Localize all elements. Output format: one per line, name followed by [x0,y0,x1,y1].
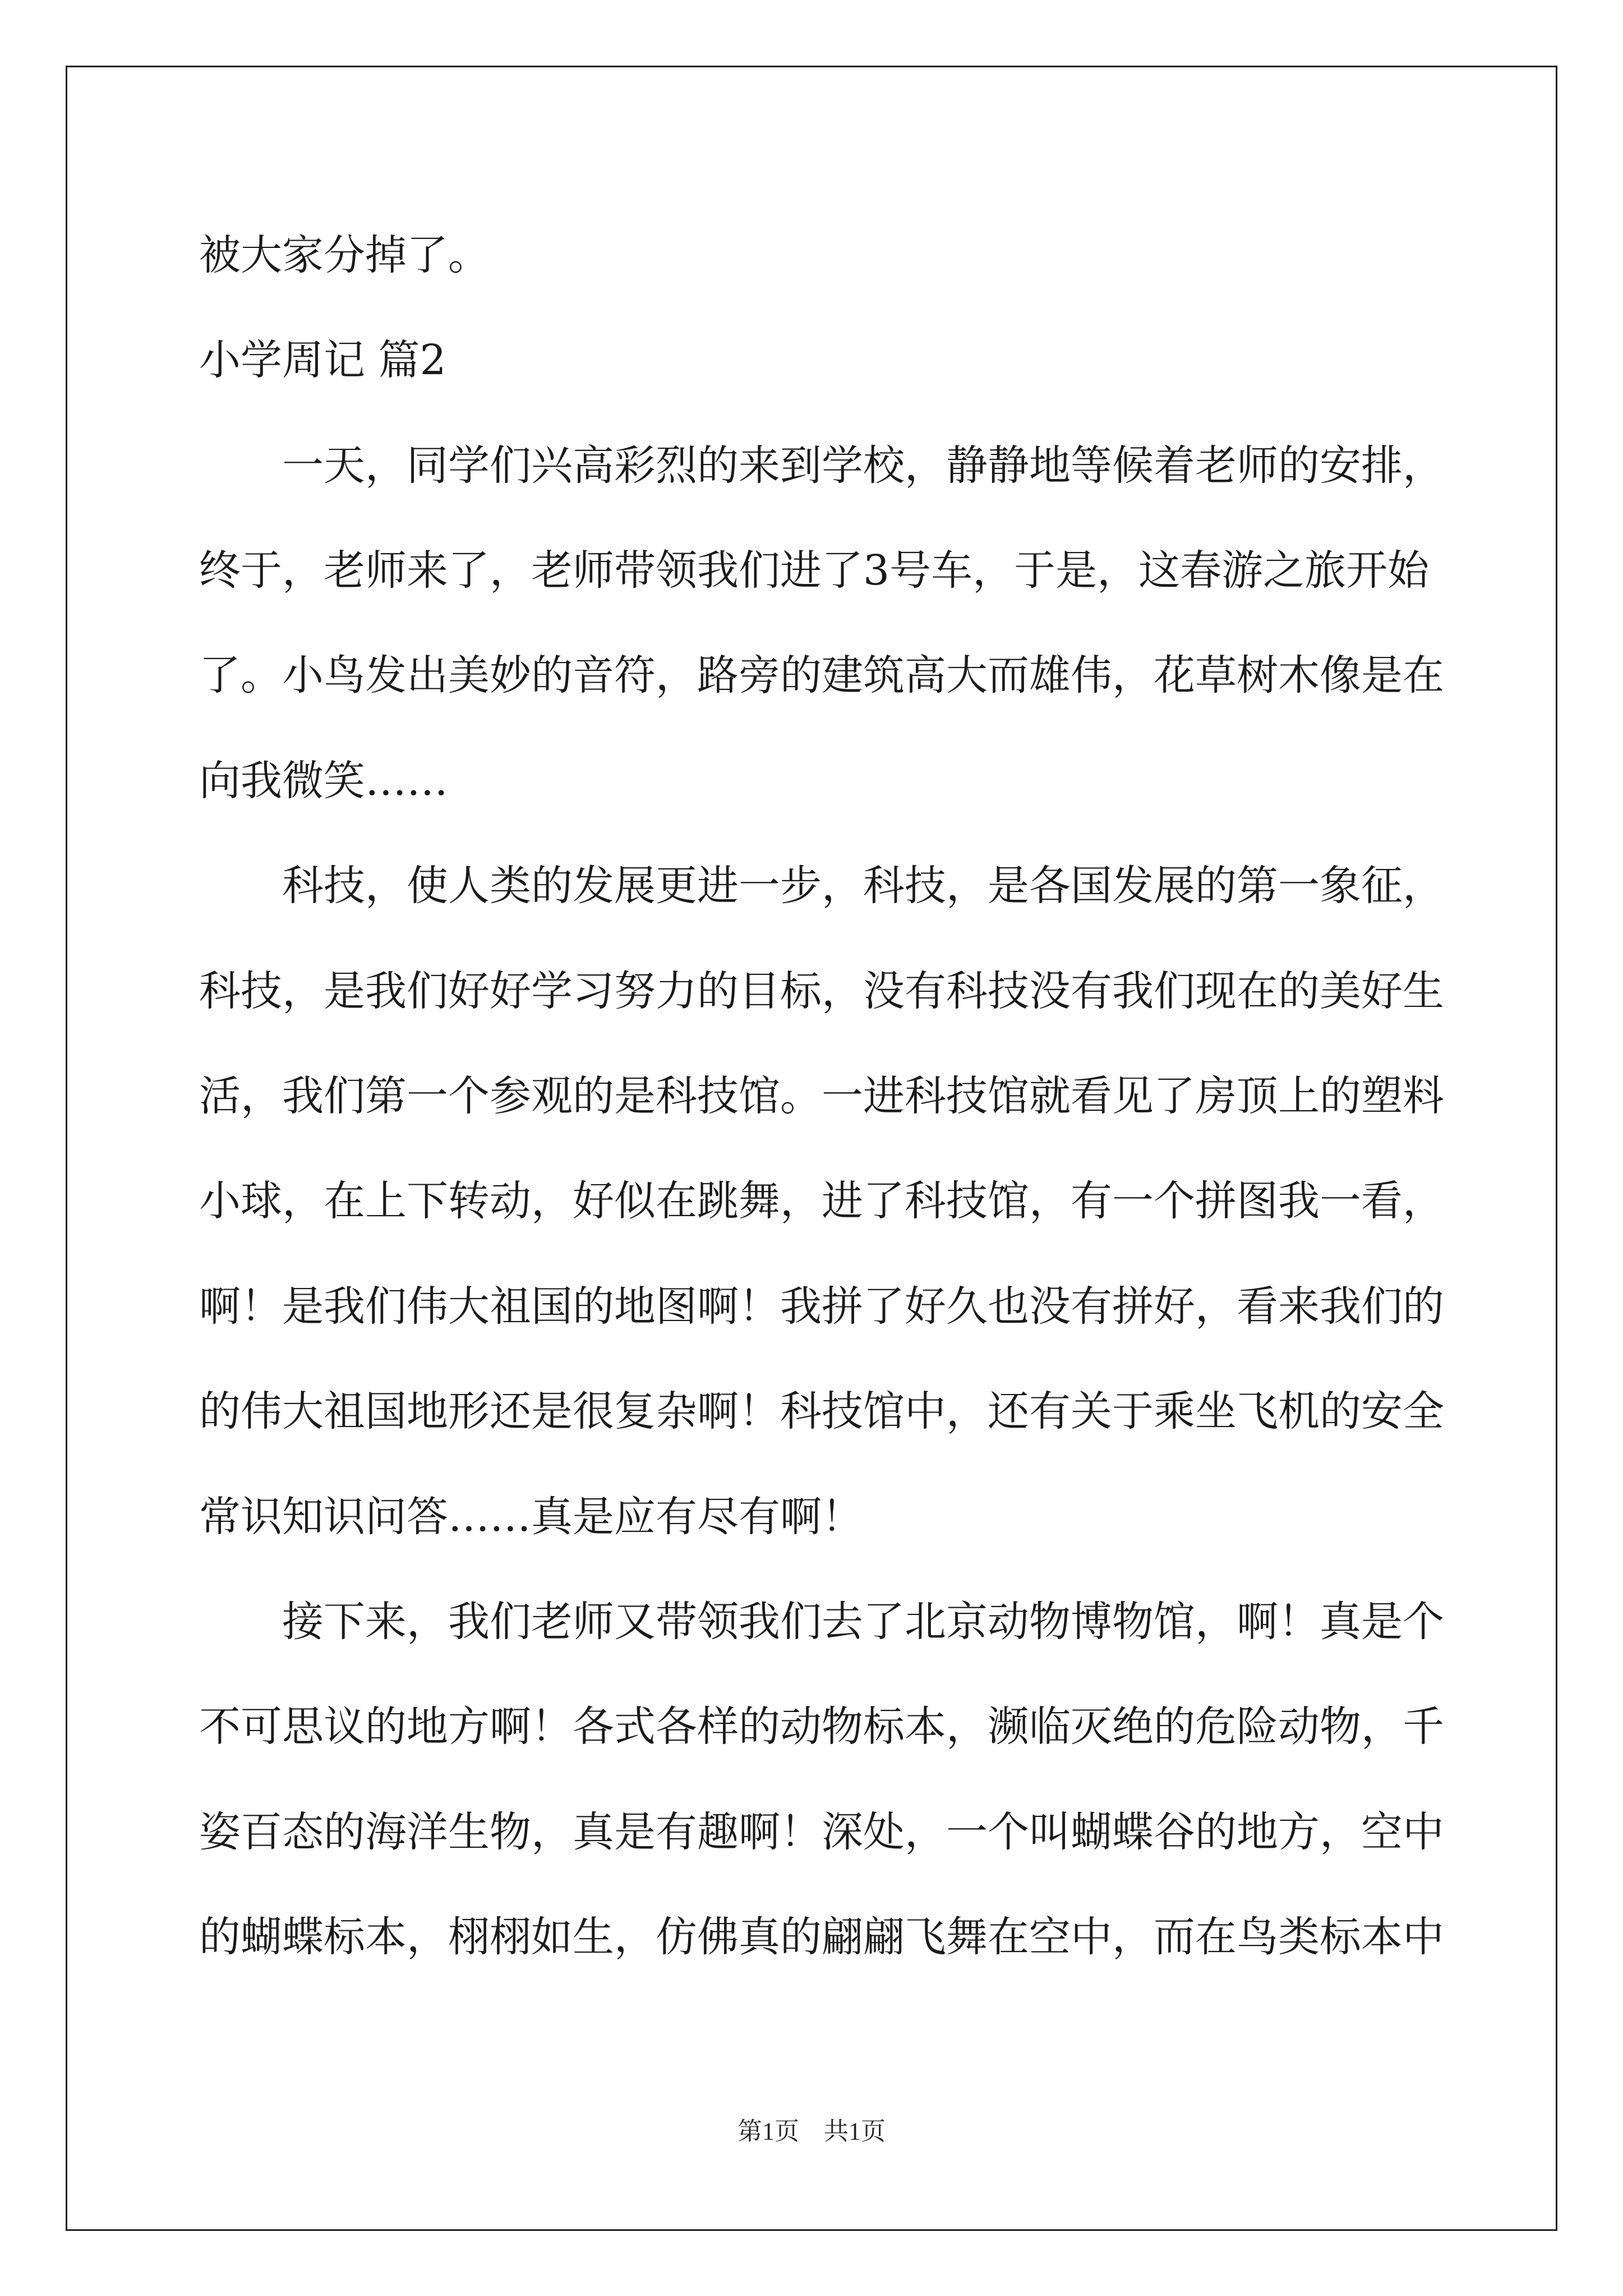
text-line: 被大家分掉了。 [199,231,490,279]
text-line: 活，我们第一个参观的是科技馆。一进科技馆就看见了房顶上的塑料 [199,1072,1444,1120]
text-line: 姿百态的海洋生物，真是有趣啊！深处，一个叫蝴蝶谷的地方，空中 [199,1808,1444,1856]
text-line: 的蝴蝶标本，栩栩如生，仿佛真的翩翩飞舞在空中，而在鸟类标本中 [199,1913,1444,1961]
text-line: 了。小鸟发出美妙的音符，路旁的建筑高大而雄伟，花草树木像是在 [199,651,1444,700]
section-heading: 小学周记 篇2 [199,336,446,384]
text-line: 一天，同学们兴高彩烈的来到学校，静静地等候着老师的安排， [199,441,1444,490]
text-line: 终于，老师来了，老师带领我们进了3号车，于是，这春游之旅开始 [199,546,1430,595]
text-line: 接下来，我们老师又带领我们去了北京动物博物馆，啊！真是个 [199,1598,1444,1646]
text-line: 不可思议的地方啊！各式各样的动物标本，濒临灭绝的危险动物，千 [199,1703,1444,1751]
text-line: 科技，是我们好好学习努力的目标，没有科技没有我们现在的美好生 [199,967,1444,1015]
text-line: 科技，使人类的发展更进一步，科技，是各国发展的第一象征， [199,862,1444,910]
text-line: 小球，在上下转动，好似在跳舞，进了科技馆，有一个拼图我一看， [199,1177,1444,1225]
page-footer: 第1页 共1页 [737,2118,886,2145]
text-line: 向我微笑…… [199,757,448,805]
page-border [66,66,1557,2231]
text-line: 的伟大祖国地形还是很复杂啊！科技馆中，还有关于乘坐飞机的安全 [199,1387,1444,1435]
text-line: 啊！是我们伟大祖国的地图啊！我拼了好久也没有拼好，看来我们的 [199,1282,1444,1331]
text-line: 常识知识问答……真是应有尽有啊！ [199,1493,863,1541]
